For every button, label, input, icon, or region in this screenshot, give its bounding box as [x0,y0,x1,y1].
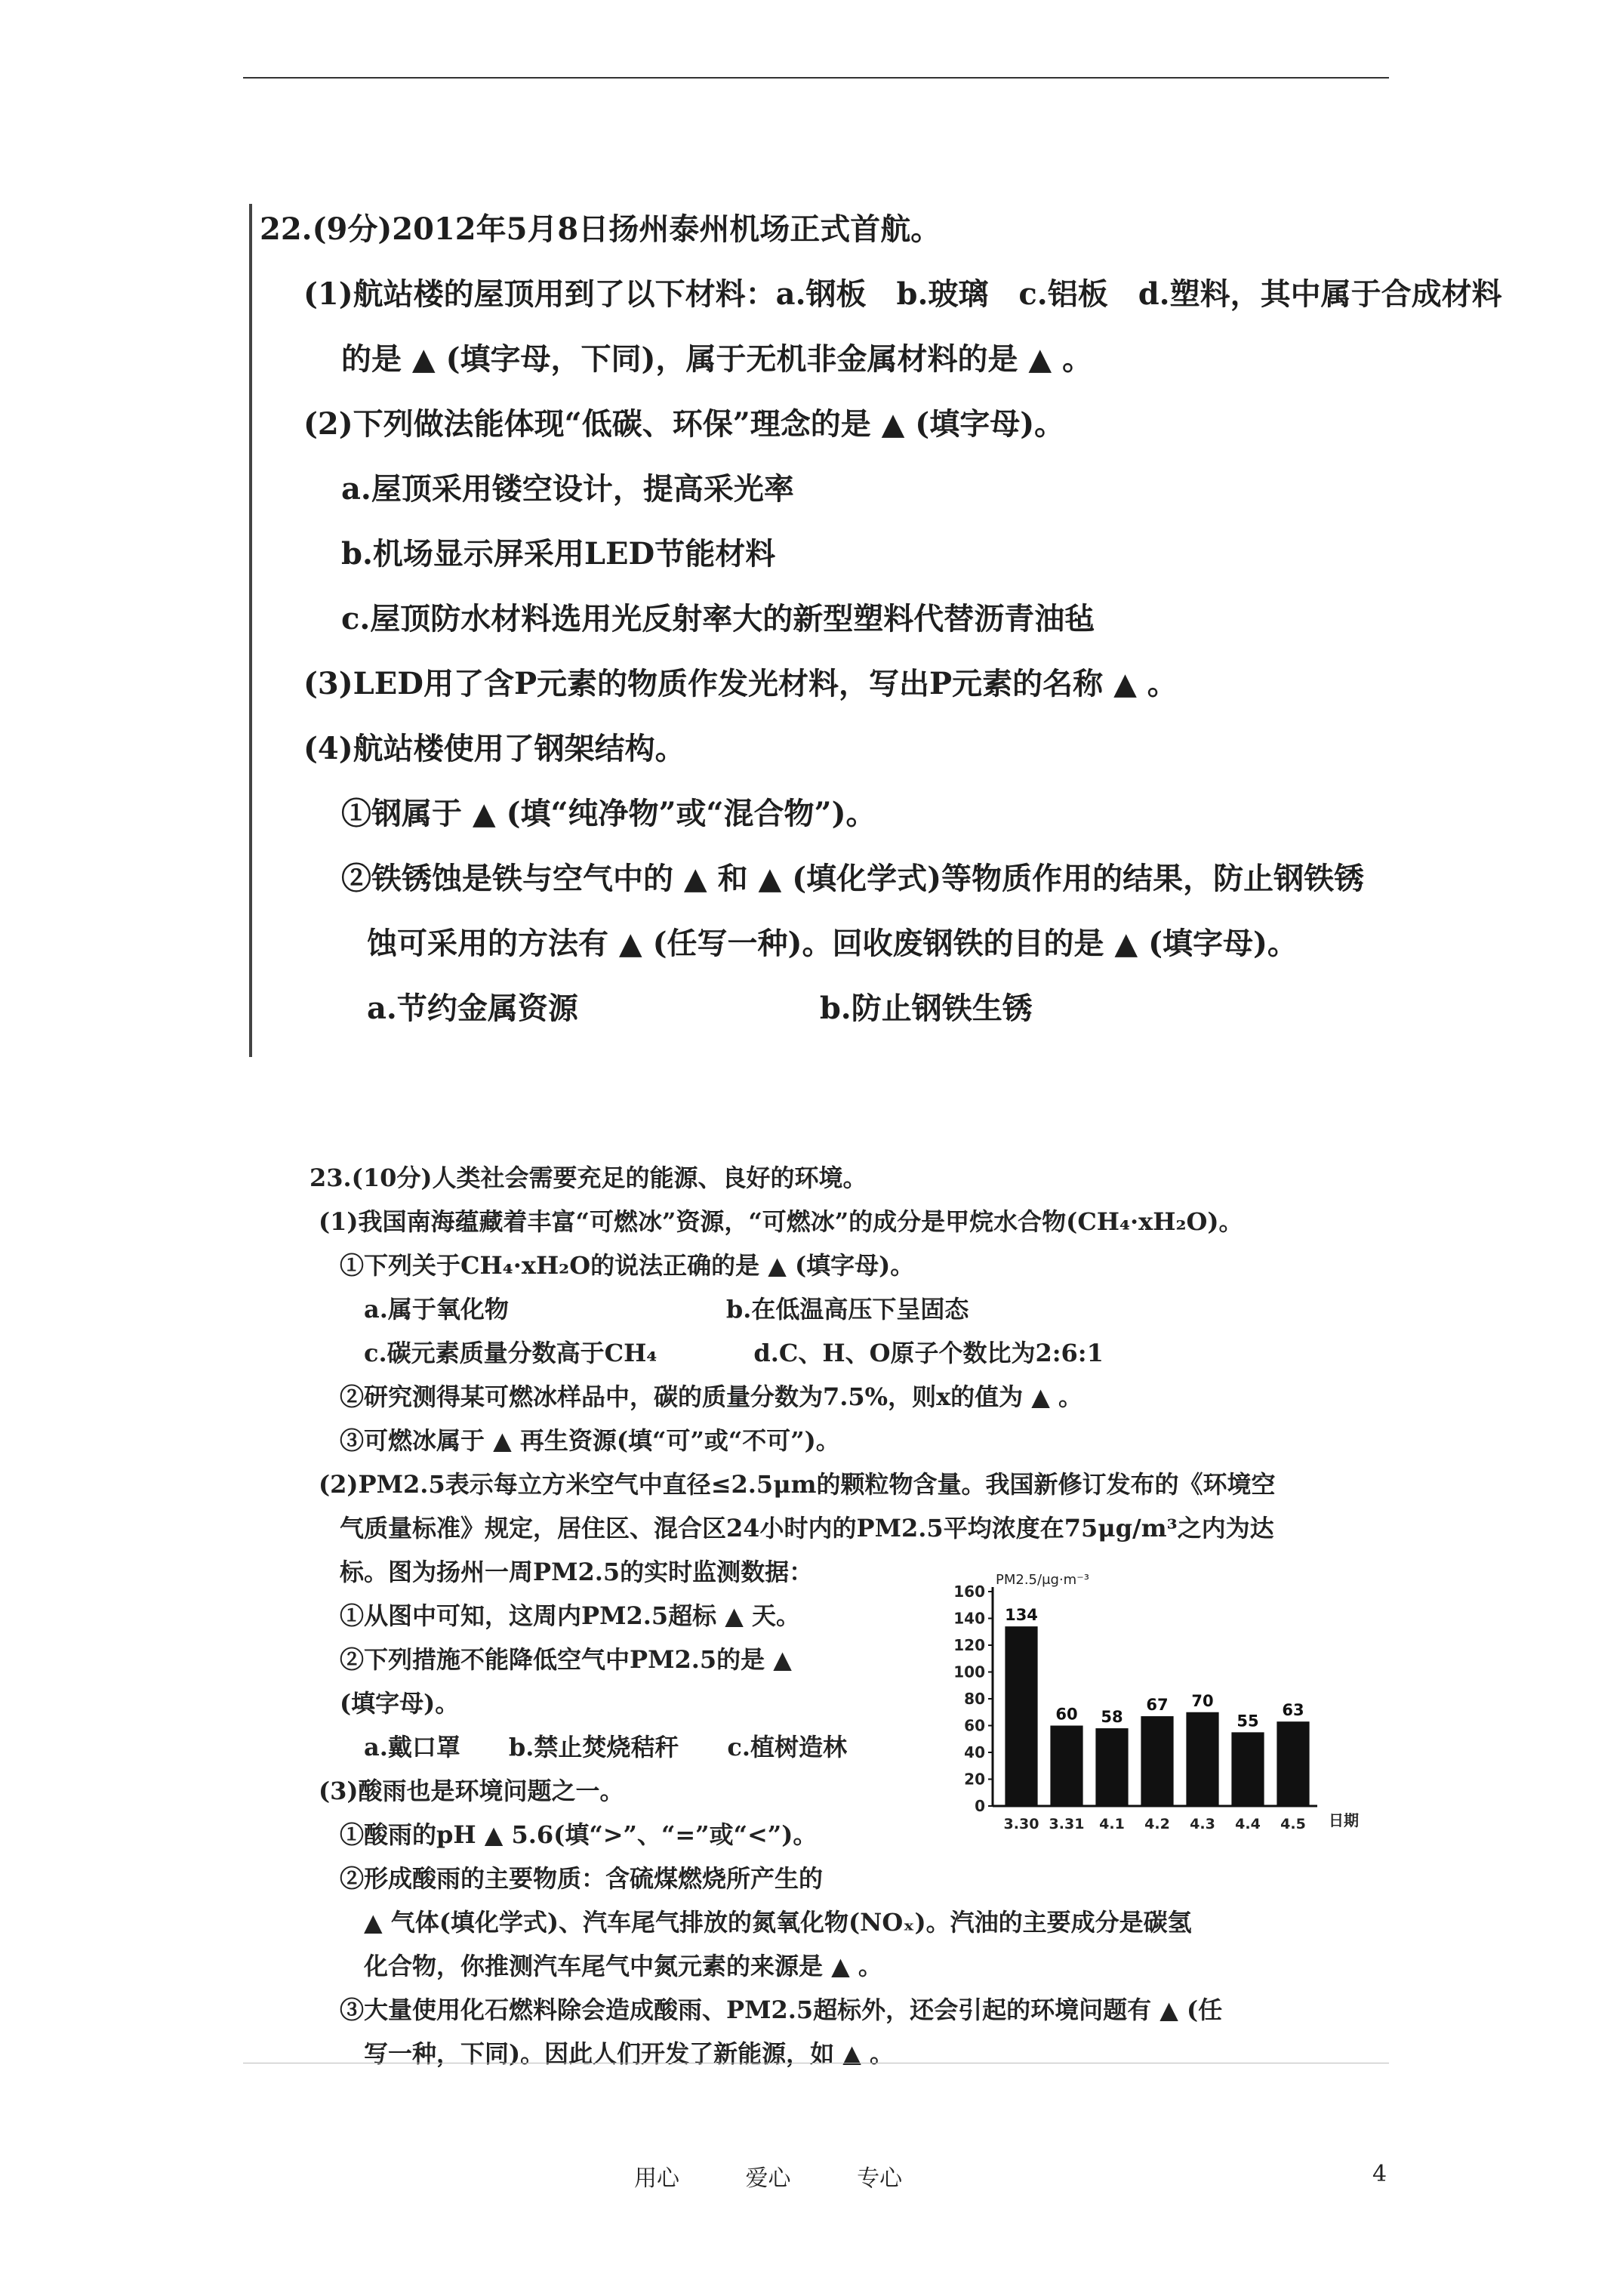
chart-bar [1005,1626,1037,1806]
chart-bar [1277,1721,1309,1806]
chart-x-tick-label: 4.2 [1144,1816,1170,1832]
q23-option: c.碳元素质量分数高于CH₄ d.C、H、O原子个数比为2:6:1 [364,1339,1104,1367]
page-footer [634,2159,961,2193]
q22-line: ①钢属于 ▲ (填“纯净物”或“混合物”)。 [341,796,876,831]
q23-line: (2)PM2.5表示每立方米空气中直径≤2.5μm的颗粒物含量。我国新修订发布的《环境空 [319,1470,1276,1499]
chart-y-tick-label: 100 [953,1663,985,1681]
q22-option: a.节约金属资源 b.防止钢铁生锈 [367,991,1033,1026]
chart-y-tick-label: 40 [964,1743,985,1761]
chart-x-tick-label: 3.30 [1003,1816,1039,1832]
chart-y-tick-label: 0 [975,1797,985,1815]
q22-line: (3)LED用了含P元素的物质作发光材料，写出P元素的名称 ▲ 。 [303,666,1178,701]
q23-line: ③可燃冰属于 ▲ 再生资源(填“可”或“不可”)。 [340,1426,840,1455]
chart-data-label: 60 [1055,1705,1078,1724]
chart-data-label: 58 [1101,1708,1123,1727]
q23-line: 气质量标准》规定，居住区、混合区24小时内的PM2.5平均浓度在75μg/m³之内为达 [340,1514,1274,1542]
q22-line: 的是 ▲ (填字母，下同)，属于无机非金属材料的是 ▲ 。 [341,341,1093,377]
chart-bar [1231,1732,1264,1806]
q22-line: (1)航站楼的屋顶用到了以下材料：a.钢板 b.玻璃 c.铝板 d.塑料，其中属于合成材料 [303,276,1502,312]
chart-data-label: 70 [1191,1691,1214,1710]
q23-line: ②形成酸雨的主要物质：含硫煤燃烧所产生的 [340,1864,824,1893]
chart-y-axis-label: PM2.5/μg·m⁻³ [996,1572,1089,1588]
footer-word: 爱心 [745,2165,791,2192]
footer-word: 用心 [634,2165,679,2192]
chart-bar [1095,1728,1128,1806]
q23-line: ①酸雨的pH ▲ 5.6(填“>”、“=”或“<”)。 [340,1820,818,1849]
chart-x-tick-label: 4.1 [1099,1816,1125,1832]
q23-line: ①下列关于CH₄·xH₂O的说法正确的是 ▲ (填字母)。 [340,1251,915,1280]
q23-line: 标。图为扬州一周PM2.5的实时监测数据： [340,1558,814,1586]
q22-line: (4)航站楼使用了钢架结构。 [303,731,685,766]
q23-title: 23.(10分)人类社会需要充足的能源、良好的环境。 [310,1163,867,1192]
q22-title: 22.(9分)2012年5月8日扬州泰州机场正式首航。 [260,211,941,247]
chart-bar [1141,1716,1173,1806]
q23-line: ②下列措施不能降低空气中PM2.5的是 ▲ [340,1645,792,1674]
q22-option: a.屋顶采用镂空设计，提高采光率 [341,471,794,507]
q23-option: a.属于氧化物 b.在低温高压下呈固态 [364,1295,969,1324]
chart-data-label: 67 [1146,1696,1169,1715]
q22-line: (2)下列做法能体现“低碳、环保”理念的是 ▲ (填字母)。 [303,406,1065,442]
q23-line: (1)我国南海蕴藏着丰富“可燃冰”资源，“可燃冰”的成分是甲烷水合物(CH₄·xH₂O)。 [319,1207,1243,1236]
chart-x-tick-label: 3.31 [1049,1816,1085,1832]
page-number: 4 [1372,2161,1387,2187]
chart-x-tick-label: 4.4 [1235,1816,1261,1832]
question-22 [249,204,1502,1057]
chart-y-tick-label: 140 [953,1609,985,1628]
q23-line: 写一种，下同)。因此人们开发了新能源，如 ▲ 。 [364,2039,895,2068]
chart-y-tick-label: 60 [964,1716,985,1735]
q23-line: (3)酸雨也是环境问题之一。 [319,1777,624,1805]
chart-x-tick-label: 4.5 [1280,1816,1306,1832]
chart-bars [1005,1606,1310,1806]
q23-line: ②研究测得某可燃冰样品中，碳的质量分数为7.5%，则x的值为 ▲ 。 [340,1382,1083,1411]
q23-line: ①从图中可知，这周内PM2.5超标 ▲ 天。 [340,1601,801,1630]
footer-word: 专心 [857,2165,903,2192]
q23-option: a.戴口罩 b.禁止焚烧秸秆 c.植树造林 [364,1733,848,1761]
chart-y-tick-label: 120 [953,1636,985,1654]
q22-option: b.机场显示屏采用LED节能材料 [341,536,776,572]
q22-line: ②铁锈蚀是铁与空气中的 ▲ 和 ▲ (填化学式)等物质作用的结果，防止钢铁锈 [341,861,1365,896]
chart-y-tick-label: 20 [964,1770,985,1789]
chart-bar [1050,1726,1083,1807]
q23-line: (填字母)。 [340,1689,460,1718]
chart-y-tick-label: 80 [964,1690,985,1708]
chart-data-label: 55 [1236,1712,1259,1730]
q23-line: ▲ 气体(填化学式)、汽车尾气排放的氮氧化物(NOₓ)。汽油的主要成分是碳氢 [364,1908,1192,1937]
chart-x-axis-label: 日期 [1329,1811,1359,1829]
chart-data-label: 134 [1005,1606,1038,1625]
header-rule [243,77,1389,79]
chart-x-tick-label: 4.3 [1190,1816,1215,1832]
pm25-bar-chart [940,1570,1363,1850]
q22-option: c.屋顶防水材料选用光反射率大的新型塑料代替沥青油毡 [341,601,1095,636]
chart-bar [1186,1712,1218,1806]
q22-line: 蚀可采用的方法有 ▲ (任写一种)。回收废钢铁的目的是 ▲ (填字母)。 [367,926,1298,961]
q23-line: 化合物，你推测汽车尾气中氮元素的来源是 ▲ 。 [364,1952,882,1980]
chart-y-tick-label: 160 [953,1583,985,1601]
chart-data-label: 63 [1282,1701,1304,1720]
q23-line: ③大量使用化石燃料除会造成酸雨、PM2.5超标外，还会引起的环境问题有 ▲ (任 [340,1996,1223,2024]
